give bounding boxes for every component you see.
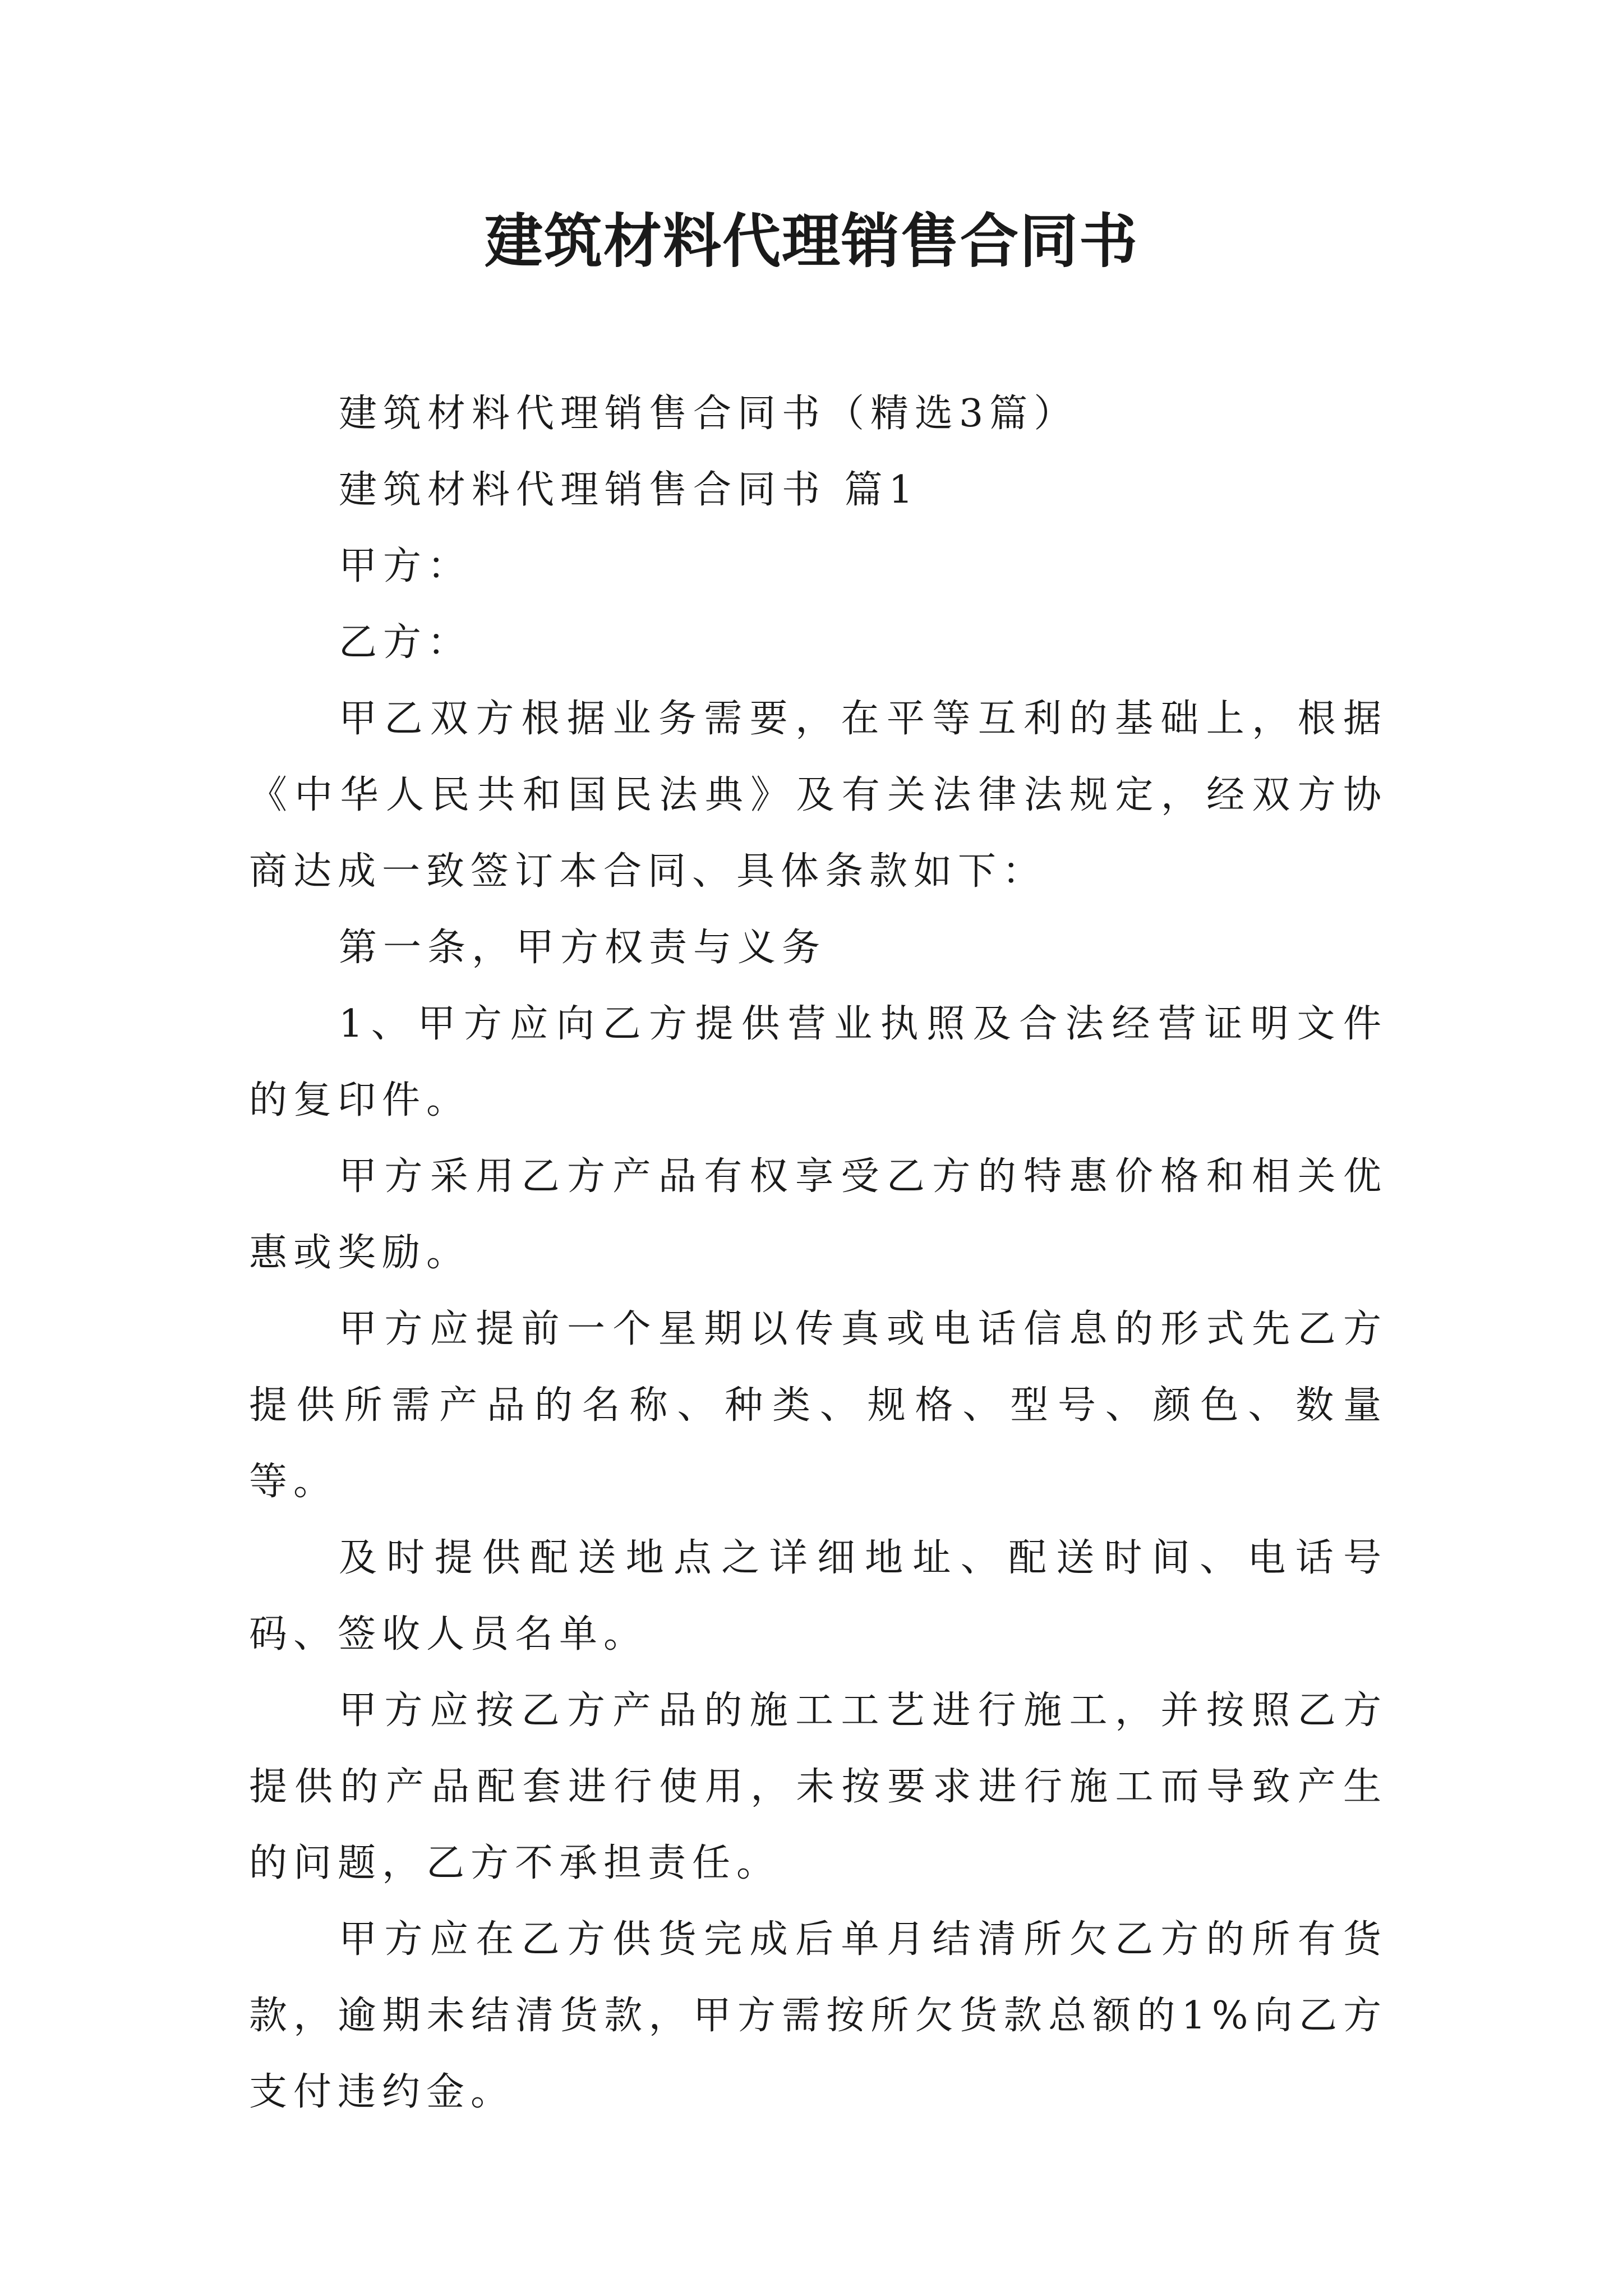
paragraph-article-1-heading: 第一条，甲方权责与义务 (339, 926, 827, 970)
paragraph-clause-6: 甲方应在乙方供货完成后单月结清所欠乙方的所有货款，逾期未结清货款，甲方需按所欠货款总额的1%向乙方支付违约金。 (249, 1917, 1387, 2114)
paragraph-section-heading: 建筑材料代理销售合同书 篇1 (339, 468, 919, 512)
paragraph-clause-5: 甲方应按乙方产品的施工工艺进行施工，并按照乙方提供的产品配套进行使用，未按要求进行施工而导致产生的问题，乙方不承担责任。 (249, 1688, 1387, 1885)
paragraph-party-a: 甲方： (339, 544, 472, 588)
document-title: 建筑材料代理销售合同书 (484, 206, 1138, 275)
paragraph-preamble: 甲乙双方根据业务需要，在平等互利的基础上，根据《中华人民共和国民法典》及有关法律法规定，经双方协商达成一致签订本合同、具体条款如下： (249, 697, 1387, 894)
paragraph-subtitle: 建筑材料代理销售合同书（精选3篇） (339, 392, 1078, 436)
paragraph-clause-2: 甲方采用乙方产品有权享受乙方的特惠价格和相关优惠或奖励。 (249, 1154, 1387, 1275)
document-body (249, 376, 1387, 2131)
paragraph-party-b: 乙方： (339, 620, 472, 665)
paragraph-clause-1: 1、甲方应向乙方提供营业执照及合法经营证明文件的复印件。 (249, 1002, 1387, 1122)
paragraph-clause-3: 甲方应提前一个星期以传真或电话信息的形式先乙方提供所需产品的名称、种类、规格、型号、颜色、数量等。 (249, 1307, 1387, 1504)
paragraph-clause-4: 及时提供配送地点之详细地址、配送时间、电话号码、签收人员名单。 (249, 1536, 1387, 1657)
